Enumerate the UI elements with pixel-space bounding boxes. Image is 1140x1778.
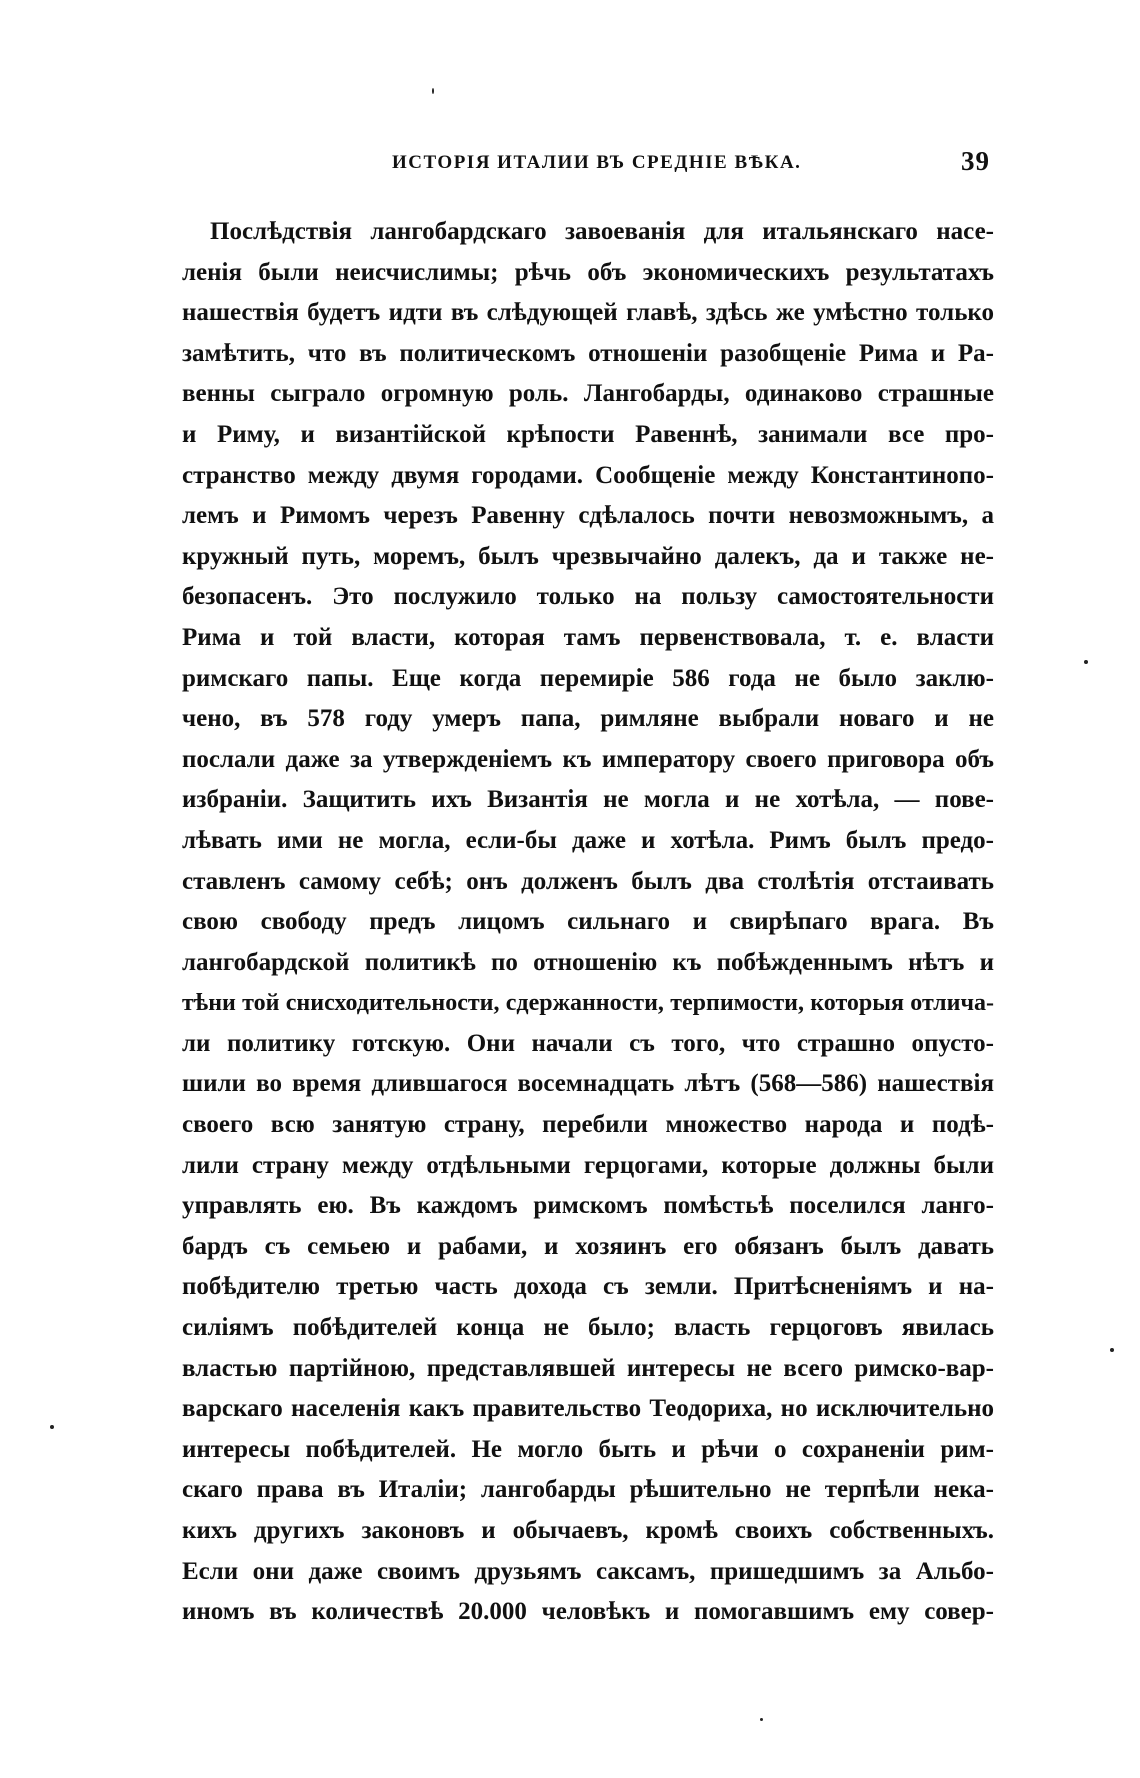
text-line: шили во время длившагося восемнадцать лѣтъ (568—586) нашествія bbox=[182, 1070, 994, 1098]
running-head bbox=[182, 146, 994, 186]
text-line: лангобардской политикѣ по отношенію къ побѣжденнымъ нѣтъ и bbox=[182, 948, 994, 976]
text-line: ставленъ самому себѣ; онъ долженъ былъ два столѣтія отстаивать bbox=[182, 867, 994, 895]
text-line: своего всю занятую страну, перебили множество народа и подѣ- bbox=[182, 1111, 994, 1139]
text-line: лили страну между отдѣльными герцогами, которые должны были bbox=[182, 1151, 994, 1179]
text-line: нашествія будетъ идти въ слѣдующей главѣ, здѣсь же умѣстно только bbox=[182, 299, 994, 327]
text-line: бардъ съ семьею и рабами, и хозяинъ его обязанъ былъ давать bbox=[182, 1232, 994, 1260]
scan-speck bbox=[432, 88, 434, 94]
text-line: замѣтить, что въ политическомъ отношеніи разобщеніе Рима и Ра- bbox=[182, 339, 994, 367]
text-line: и Риму, и византійской крѣпости Равеннѣ, занимали все про- bbox=[182, 420, 994, 448]
text-line: венны сыграло огромную роль. Лангобарды, одинаково страшные bbox=[182, 380, 994, 408]
text-line: лѣвать ими не могла, если-бы даже и хотѣла. Римъ былъ предо- bbox=[182, 826, 994, 854]
text-line: послали даже за утвержденіемъ къ императору своего приговора объ bbox=[182, 745, 994, 773]
text-line: римскаго папы. Еще когда перемиріе 586 года не было заклю- bbox=[182, 664, 994, 692]
text-line: интересы побѣдителей. Не могло быть и рѣчи о сохраненіи рим- bbox=[182, 1435, 994, 1463]
page-number: 39 bbox=[961, 146, 990, 176]
text-line: властью партійною, представлявшей интересы не всего римско-вар- bbox=[182, 1354, 994, 1382]
text-line: побѣдителю третью часть дохода съ земли. Притѣсненіямъ и на- bbox=[182, 1273, 994, 1301]
text-line: странство между двумя городами. Сообщеніе между Константинопо- bbox=[182, 461, 994, 489]
scan-speck bbox=[1110, 1348, 1114, 1352]
text-line: Если они даже своимъ друзьямъ саксамъ, пришедшимъ за Альбо- bbox=[182, 1557, 994, 1585]
text-line: иномъ въ количествѣ 20.000 человѣкъ и помогавшимъ ему совер- bbox=[182, 1598, 994, 1626]
scan-speck bbox=[760, 1718, 763, 1721]
body-text bbox=[182, 212, 994, 1626]
text-line: Рима и той власти, которая тамъ первенствовала, т. е. власти bbox=[182, 623, 994, 651]
text-line: кружный путь, моремъ, былъ чрезвычайно далекъ, да и также не- bbox=[182, 542, 994, 570]
text-line: тѣни той снисходительности, сдержанности, терпимости, которыя отлича- bbox=[182, 990, 994, 1017]
text-line: чено, въ 578 году умеръ папа, римляне выбрали новаго и не bbox=[182, 705, 994, 733]
text-line: варскаго населенія какъ правительство Теодориха, но исключительно bbox=[182, 1395, 994, 1423]
text-line: лемъ и Римомъ черезъ Равенну сдѣлалось почти невозможнымъ, а bbox=[182, 502, 994, 530]
text-line: управлять ею. Въ каждомъ римскомъ помѣстьѣ поселился ланго- bbox=[182, 1192, 994, 1220]
text-line: силіямъ побѣдителей конца не было; власть герцоговъ явилась bbox=[182, 1314, 994, 1342]
text-line: ленія были неисчислимы; рѣчь объ экономическихъ результатахъ bbox=[182, 258, 994, 286]
text-line: скаго права въ Италіи; лангобарды рѣшительно не терпѣли нека- bbox=[182, 1476, 994, 1504]
text-line: безопасенъ. Это послужило только на пользу самостоятельности bbox=[182, 583, 994, 611]
scan-speck bbox=[50, 1425, 54, 1429]
text-line: кихъ другихъ законовъ и обычаевъ, кромѣ своихъ собственныхъ. bbox=[182, 1517, 994, 1544]
text-line: ли политику готскую. Они начали съ того, что страшно опусто- bbox=[182, 1029, 994, 1057]
text-line: избраніи. Защитить ихъ Византія не могла и не хотѣла, — пове- bbox=[182, 786, 994, 814]
running-title: ИСТОРІЯ ИТАЛИИ ВЪ СРЕДНІЕ ВѢКА. bbox=[392, 152, 802, 173]
text-line: Послѣдствія лангобардскаго завоеванія для итальянскаго насе- bbox=[210, 218, 994, 245]
text-line: свою свободу предъ лицомъ сильнаго и свирѣпаго врага. Въ bbox=[182, 908, 994, 936]
scan-speck bbox=[1084, 660, 1088, 664]
